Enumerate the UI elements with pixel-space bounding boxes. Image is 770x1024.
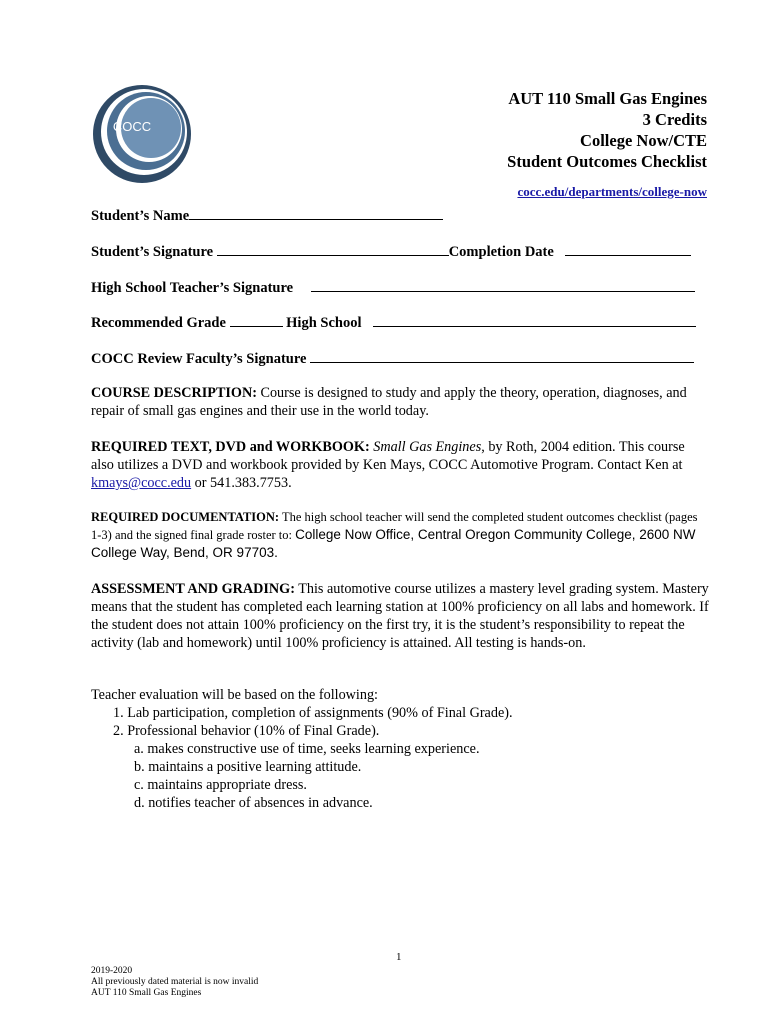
evaluation-subitem-d: d. notifies teacher of absences in advance.	[134, 795, 373, 811]
evaluation-intro: Teacher evaluation will be based on the following:	[91, 687, 378, 703]
program: College Now/CTE	[580, 131, 707, 150]
completion-date-line[interactable]	[565, 241, 691, 256]
document-header	[507, 88, 707, 202]
footer-year: 2019-2020	[91, 966, 133, 976]
course-description-heading: COURSE DESCRIPTION:	[91, 385, 257, 401]
required-documentation-text: The high school teacher will send the completed student outcomes checklist (pages 1-3) and the signed final grade roster to:	[91, 510, 698, 542]
student-name-line[interactable]	[189, 205, 443, 220]
evaluation-item-2: 2. Professional behavior (10% of Final Grade).	[113, 723, 380, 739]
student-name-label: Student’s Name	[91, 208, 190, 224]
hs-teacher-signature-line[interactable]	[311, 277, 695, 292]
completion-date-label: Completion Date	[448, 244, 554, 260]
high-school-line[interactable]	[373, 312, 696, 327]
cocc-logo	[92, 84, 192, 184]
teacher-evaluation	[91, 686, 709, 812]
required-text-section	[91, 438, 709, 492]
evaluation-item-1: 1. Lab participation, completion of assignments (90% of Final Grade).	[113, 705, 513, 721]
required-text-heading: REQUIRED TEXT, DVD and WORKBOOK:	[91, 439, 370, 455]
college-now-link[interactable]: cocc.edu/departments/college-now	[517, 184, 707, 199]
recommended-grade-line[interactable]	[230, 312, 283, 327]
high-school-label: High School	[286, 315, 362, 331]
evaluation-subitem-c: c. maintains appropriate dress.	[134, 777, 307, 793]
student-name-field	[91, 205, 443, 225]
credits: 3 Credits	[642, 110, 707, 129]
checklist-title: Student Outcomes Checklist	[507, 152, 707, 171]
mailing-address: College Now Office, Central Oregon Community College, 2600 NW College Way, Bend, OR 97703.	[91, 527, 696, 560]
book-title: Small Gas Engines	[373, 439, 482, 455]
page-footer	[91, 966, 258, 999]
student-signature-line[interactable]	[217, 241, 449, 256]
assessment-heading: ASSESSMENT AND GRADING:	[91, 581, 295, 597]
page-number: 1	[396, 951, 402, 963]
logo-text: COCC	[112, 119, 152, 134]
required-text-body: , by Roth, 2004 edition. This course also utilizes a DVD and workbook provided by Ken Mays, COCC Automotive Program. Contact Ken at	[91, 439, 685, 473]
hs-teacher-signature-field	[91, 277, 695, 297]
recommended-grade-label: Recommended Grade	[91, 315, 226, 331]
course-description	[91, 384, 709, 420]
evaluation-subitem-a: a. makes constructive use of time, seeks learning experience.	[134, 741, 480, 757]
student-signature-field	[91, 241, 691, 261]
evaluation-subitem-b: b. maintains a positive learning attitude.	[134, 759, 362, 775]
footer-notice: All previously dated material is now invalid	[91, 977, 259, 987]
review-faculty-field	[91, 348, 694, 368]
assessment-text: This automotive course utilizes a mastery level grading system. Mastery means that the student has completed each learning station at 100% proficiency on all labs and homework. If the student does not attain 100% proficiency on the first try, it is the student’s responsibility to repeat the activity (lab and homework) until 100% proficiency is attained. All testing is hands-on.	[91, 581, 709, 651]
hs-teacher-signature-label: High School Teacher’s Signature	[91, 280, 294, 296]
review-faculty-line[interactable]	[310, 348, 694, 363]
required-documentation-heading: REQUIRED DOCUMENTATION:	[91, 510, 280, 524]
review-faculty-label: COCC Review Faculty’s Signature	[91, 351, 307, 367]
required-documentation-section	[91, 508, 709, 562]
recommended-grade-field	[91, 312, 696, 332]
student-signature-label: Student’s Signature	[91, 244, 214, 260]
course-description-text: Course is designed to study and apply the theory, operation, diagnoses, and repair of small gas engines and their use in the world today.	[91, 385, 687, 419]
contact-email-link[interactable]: kmays@cocc.edu	[91, 475, 192, 491]
course-title: AUT 110 Small Gas Engines	[508, 89, 707, 108]
assessment-section	[91, 580, 709, 652]
footer-course: AUT 110 Small Gas Engines	[91, 988, 202, 998]
required-text-phone: or 541.383.7753.	[191, 475, 292, 491]
